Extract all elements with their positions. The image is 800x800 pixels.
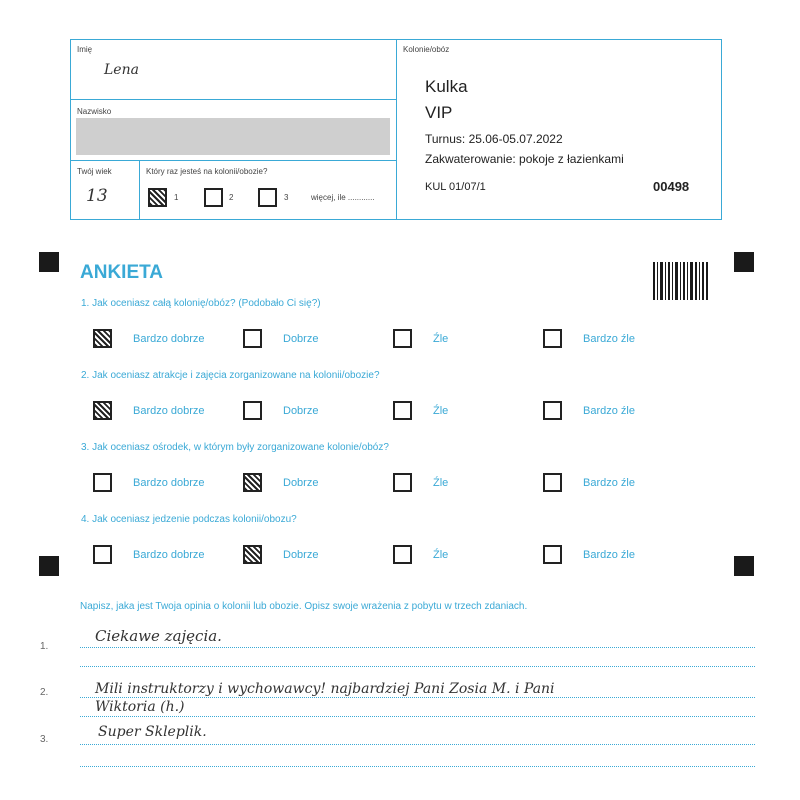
barcode [653, 262, 708, 300]
opinion-line-3-text[interactable]: Super Skleplik. [98, 724, 207, 740]
opinion-line-1-rule-b [80, 666, 755, 667]
q4-option-1-checkbox[interactable] [93, 545, 112, 564]
imie-value: Lena [104, 62, 139, 78]
registration-marker-top-right [734, 252, 754, 272]
q4-option-4-checkbox[interactable] [543, 545, 562, 564]
q1-option-2-checkbox[interactable] [243, 329, 262, 348]
opinion-line-2-rule-b [80, 716, 755, 717]
kolonia-type: VIP [425, 103, 453, 122]
q3-option-1-label: Bardzo dobrze [133, 477, 205, 489]
question-2-text: 2. Jak oceniasz atrakcje i zajęcia zorganizowane na kolonii/obozie? [81, 370, 380, 381]
q1-option-3-label: Źle [433, 333, 449, 345]
opinion-line-3-rule [80, 744, 755, 745]
q1-option-1-checkbox[interactable] [93, 329, 112, 348]
opinion-line-1-text[interactable]: Ciekawe zajęcia. [95, 627, 222, 645]
imie-label: Imię [77, 45, 93, 54]
form-number: 00498 [653, 179, 690, 194]
turnus: Turnus: 25.06-05.07.2022 [425, 132, 563, 146]
q1-option-4-checkbox[interactable] [543, 329, 562, 348]
q2-option-1-label: Bardzo dobrze [133, 405, 205, 417]
opinion-line-1-rule [80, 647, 755, 648]
divider-age [139, 160, 140, 220]
kolonia-name: Kulka [425, 77, 468, 96]
ktory-raz-checkbox-3[interactable] [258, 188, 277, 207]
q2-option-3-checkbox[interactable] [393, 401, 412, 420]
opinion-line-2-number: 2. [40, 687, 49, 698]
nazwisko-redacted [76, 118, 390, 155]
ktory-raz-option-3: 3 [284, 193, 289, 202]
q3-option-4-checkbox[interactable] [543, 473, 562, 492]
q1-option-2-label: Dobrze [283, 333, 319, 345]
opinion-prompt: Napisz, jaka jest Twoja opinia o kolonii lub obozie. Opisz swoje wrażenia z pobytu w trzech zdaniach. [80, 601, 528, 612]
q3-option-3-label: Źle [433, 477, 449, 489]
q2-option-2-checkbox[interactable] [243, 401, 262, 420]
divider-row-2 [70, 160, 396, 161]
kolonia-label: Kolonie/obóz [403, 45, 450, 54]
ktory-raz-option-2: 2 [229, 193, 234, 202]
opinion-line-1-number: 1. [40, 641, 49, 652]
ktory-raz-checkbox-1[interactable] [148, 188, 167, 207]
question-3-text: 3. Jak oceniasz ośrodek, w którym były zorganizowane kolonie/obóz? [81, 442, 389, 453]
q2-option-1-checkbox[interactable] [93, 401, 112, 420]
q3-option-1-checkbox[interactable] [93, 473, 112, 492]
q4-option-3-checkbox[interactable] [393, 545, 412, 564]
q1-option-4-label: Bardzo źle [583, 333, 635, 345]
divider-row-1 [70, 99, 396, 100]
q4-option-4-label: Bardzo źle [583, 549, 635, 561]
q2-option-2-label: Dobrze [283, 405, 319, 417]
wiecej-label: więcej, ile ............ [311, 193, 375, 202]
survey-title: ANKIETA [80, 262, 164, 283]
opinion-line-2-text[interactable]: Mili instruktorzy i wychowawcy! najbardziej Pani Zosia M. i Pani [95, 681, 555, 697]
wiek-value: 13 [86, 186, 108, 206]
nazwisko-label: Nazwisko [77, 107, 112, 116]
q3-option-2-label: Dobrze [283, 477, 319, 489]
question-4-text: 4. Jak oceniasz jedzenie podczas kolonii/obozu? [81, 514, 297, 525]
divider-vertical-main [396, 39, 397, 220]
opinion-line-3-rule-b [80, 766, 755, 767]
q3-option-3-checkbox[interactable] [393, 473, 412, 492]
q4-option-2-label: Dobrze [283, 549, 319, 561]
zakwaterowanie: Zakwaterowanie: pokoje z łazienkami [425, 152, 624, 166]
opinion-line-3-number: 3. [40, 734, 49, 745]
q3-option-4-label: Bardzo źle [583, 477, 635, 489]
q1-option-3-checkbox[interactable] [393, 329, 412, 348]
registration-marker-bottom-right [734, 556, 754, 576]
question-1-text: 1. Jak oceniasz całą kolonię/obóz? (Podobało Ci się?) [81, 298, 321, 309]
registration-marker-top-left [39, 252, 59, 272]
q3-option-2-checkbox[interactable] [243, 473, 262, 492]
ktory-raz-option-1: 1 [174, 193, 179, 202]
q2-option-3-label: Źle [433, 405, 449, 417]
opinion-line-2-continuation[interactable]: Wiktoria (h.) [95, 699, 185, 715]
q4-option-1-label: Bardzo dobrze [133, 549, 205, 561]
q2-option-4-checkbox[interactable] [543, 401, 562, 420]
ktory-raz-checkbox-2[interactable] [204, 188, 223, 207]
registration-marker-bottom-left [39, 556, 59, 576]
q1-option-1-label: Bardzo dobrze [133, 333, 205, 345]
q4-option-3-label: Źle [433, 549, 449, 561]
wiek-label: Twój wiek [77, 167, 112, 176]
ktory-raz-label: Który raz jesteś na kolonii/obozie? [146, 167, 268, 176]
q4-option-2-checkbox[interactable] [243, 545, 262, 564]
q2-option-4-label: Bardzo źle [583, 405, 635, 417]
opinion-line-2-rule [80, 697, 755, 698]
kolonia-code: KUL 01/07/1 [425, 181, 486, 193]
